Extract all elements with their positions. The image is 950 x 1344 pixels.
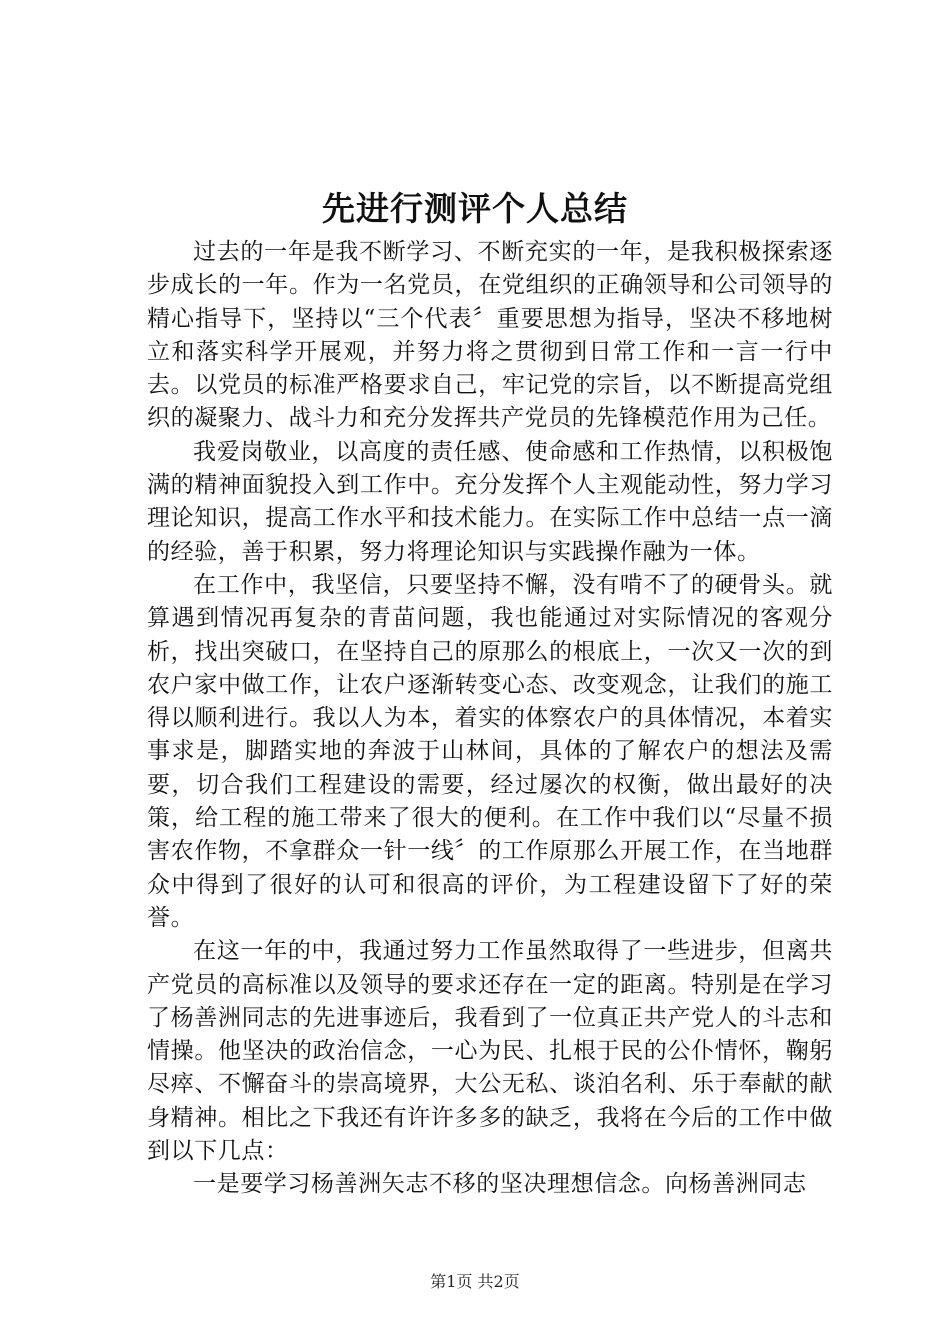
paragraph: 在工作中，我坚信，只要坚持不懈，没有啃不了的硬骨头。就算遇到情况再复杂的青苗问题，我也能通过对实际情况的客观分析，找出突破口，在坚持自己的原那么的根底上，一次又一次的到农户家中做工作，让农户逐渐转变心态、改变观念，让我们的施工得以顺利进行。我以人为本，着实的体察农户的具体情况，本着实事求是，脚踏实地的奔波于山林间，具体的了解农户的想法及需要，切合我们工程建设的需要，经过屡次的权衡，做出最好的决策，给工程的施工带来了很大的便利。在工作中我们以“尽量不损害农作物，不拿群众一针一线〞的工作原那么开展工作，在当地群众中得到了很好的认可和很高的评价，为工程建设留下了好的荣誉。 [147,571,833,931]
paragraph: 我爱岗敬业，以高度的责任感、使命感和工作热情，以积极饱满的精神面貌投入到工作中。充分发挥个人主观能动性，努力学习理论知识，提高工作水平和技术能力。在实际工作中总结一点一滴的经验，善于积累，努力将理论知识与实践操作融为一体。 [147,438,833,565]
document-body [147,236,833,1202]
paragraph: 一是要学习杨善洲矢志不移的坚决理想信念。向杨善洲同志 [193,1171,807,1198]
page-footer: 第1页 共2页 [430,1272,520,1291]
paragraph: 在这一年的中，我通过努力工作虽然取得了一些进步，但离共产党员的高标准以及领导的要求还存在一定的距离。特别是在学习了杨善洲同志的先进事迹后，我看到了一位真正共产党人的斗志和情操。他坚决的政治信念，一心为民、扎根于民的公仆情怀，鞠躬尽瘁、不懈奋斗的崇高境界，大公无私、谈泊名利、乐于奉献的献身精神。相比之下我还有许许多多的缺乏，我将在今后的工作中做到以下几点： [147,938,833,1165]
page-title: 先进行测评个人总结 [322,189,628,228]
paragraph: 过去的一年是我不断学习、不断充实的一年，是我积极探索逐步成长的一年。作为一名党员，在党组织的正确领导和公司领导的精心指导下，坚持以“三个代表〞重要思想为指导，坚决不移地树立和落实科学开展观，并努力将之贯彻到日常工作和一言一行中去。以党员的标准严格要求自己，牢记党的宗旨，以不断提高党组织的凝聚力、战斗力和充分发挥共产党员的先锋模范作用为己任。 [147,239,833,432]
